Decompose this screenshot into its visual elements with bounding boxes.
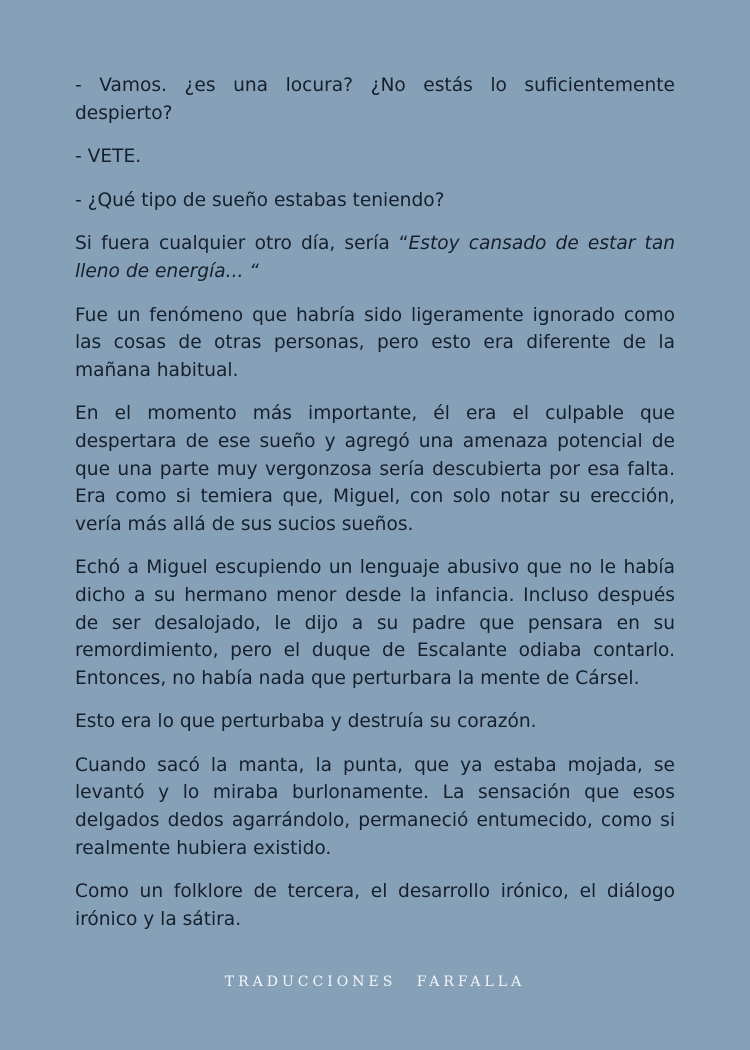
paragraph-with-italic: [75, 230, 675, 285]
document-body: [75, 72, 675, 933]
paragraph: Echó a Miguel escupiendo un lenguaje abusivo que no le había dicho a su hermano menor desde la infancia. Incluso después de ser desalojado, le dijo a su padre que pensara en su remordimiento, pero el duque de Escalante odiaba contarlo. Entonces, no había nada que perturbara la mente de Cársel.: [75, 557, 675, 689]
paragraph: Cuando sacó la manta, la punta, que ya estaba mojada, se levantó y lo miraba burlonamente. La sensación que esos delgados dedos agarrándolo, permaneció entumecido, como si realmente hubiera existido.: [75, 754, 675, 859]
page-footer: TRADUCCIONES FARFALLA: [224, 974, 526, 990]
paragraph: - VETE.: [75, 146, 142, 168]
paragraph: En el momento más importante, él era el culpable que despertara de ese sueño y agregó una amenaza potencial de que una parte muy vergonzosa sería descubierta por esa falta. Era como si temiera que, Miguel, con solo notar su erección, vería más allá de sus sucios sueños.: [75, 403, 675, 535]
paragraph: Esto era lo que perturbaba y destruía su corazón.: [75, 711, 537, 733]
paragraph: - ¿Qué tipo de sueño estabas teniendo?: [75, 189, 445, 211]
paragraph: Fue un fenómeno que habría sido ligeramente ignorado como las cosas de otras personas, pero esto era diferente de la mañana habitual.: [75, 304, 675, 381]
paragraph: Como un folklore de tercera, el desarrollo irónico, el diálogo irónico y la sátira.: [75, 881, 675, 930]
paragraph-lead-text: Si fuera cualquier otro día, sería “: [75, 233, 409, 255]
paragraph: - Vamos. ¿es una locura? ¿No estás lo suficientemente despierto?: [75, 75, 675, 124]
italic-quote: Estoy cansado de estar tan lleno de energía... “: [75, 233, 675, 282]
